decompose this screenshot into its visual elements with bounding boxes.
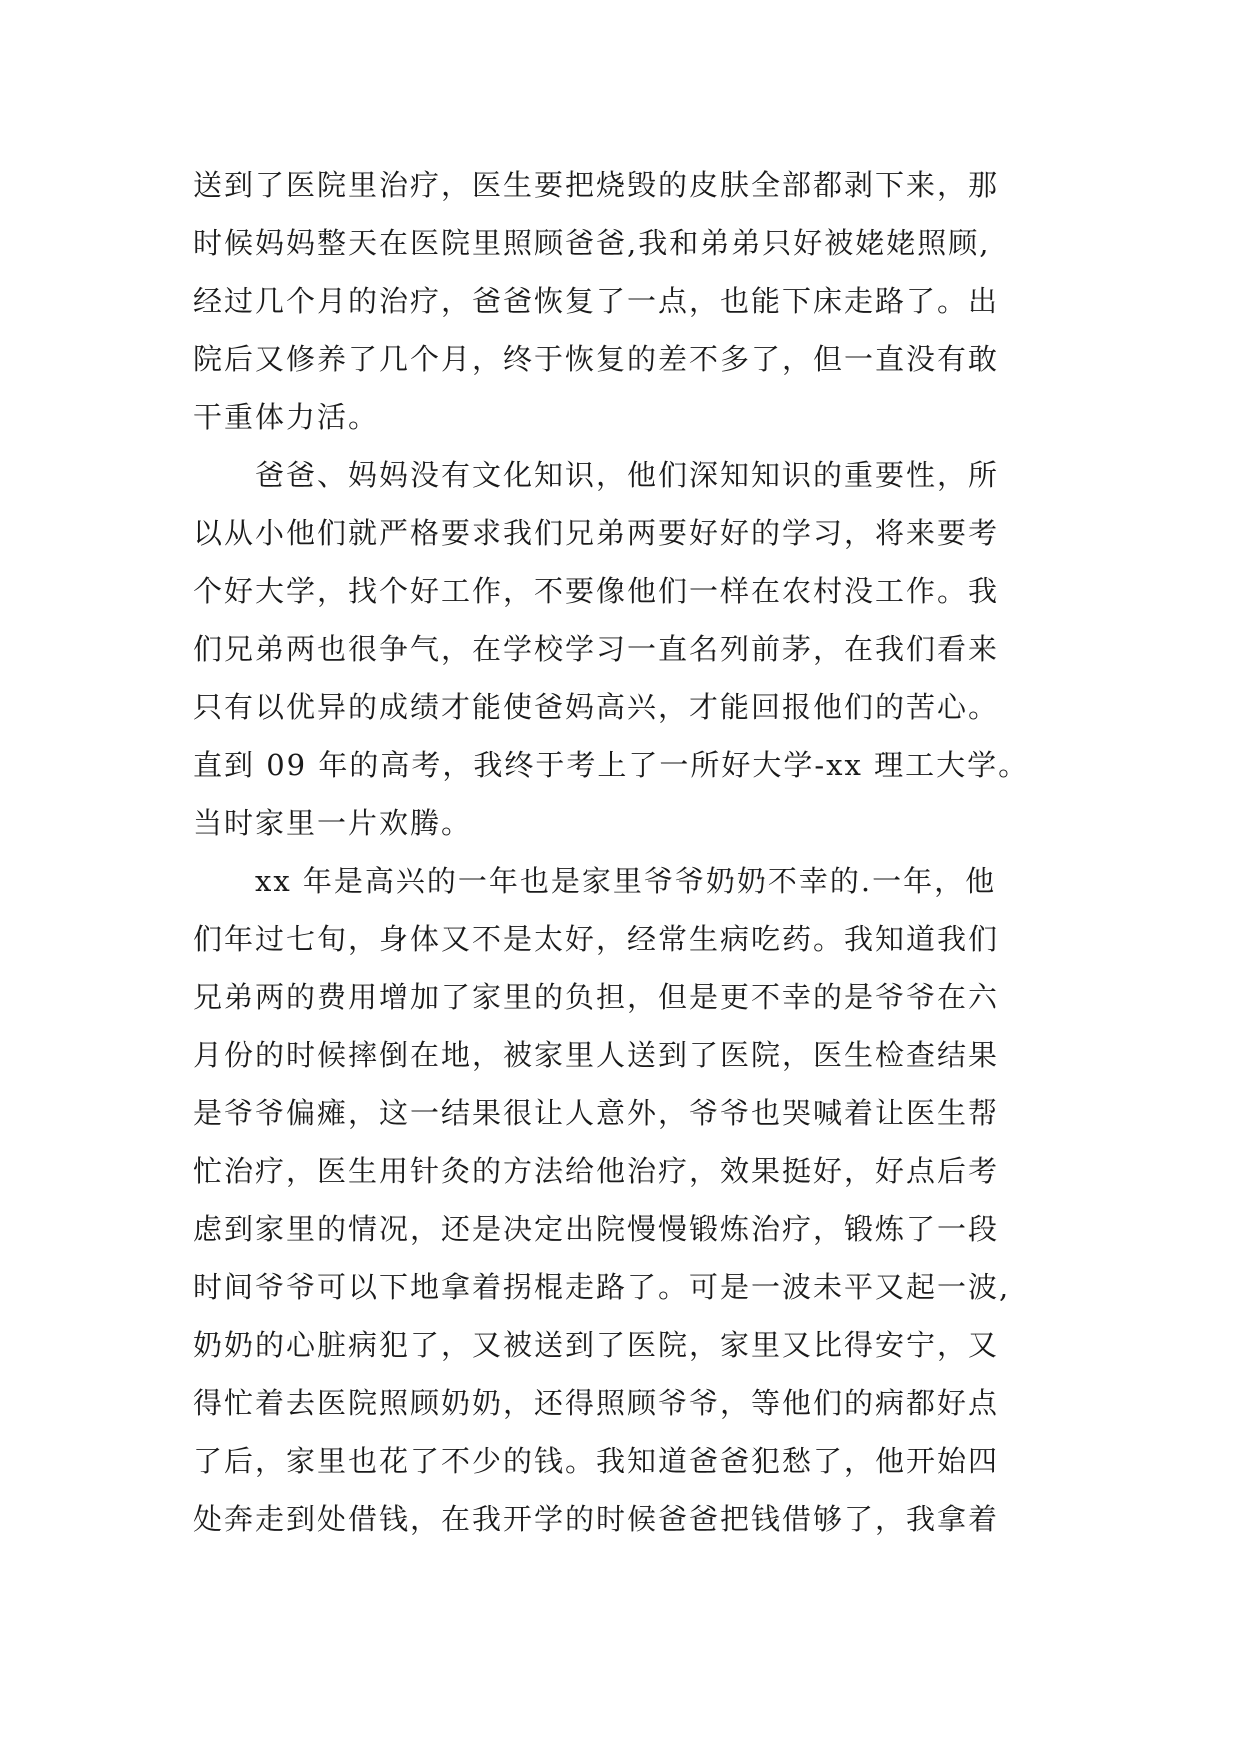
text-line: 当时家里一片欢腾。	[193, 806, 473, 840]
text-line: 得忙着去医院照顾奶奶，还得照顾爷爷，等他们的病都好点	[193, 1386, 1000, 1420]
text-line: 月份的时候摔倒在地，被家里人送到了医院，医生检查结果	[193, 1038, 1000, 1072]
text-line: 兄弟两的费用增加了家里的负担，但是更不幸的是爷爷在六	[193, 980, 1000, 1014]
text-line: 干重体力活。	[193, 400, 380, 434]
text-line: 个好大学，找个好工作，不要像他们一样在农村没工作。我	[193, 574, 1000, 608]
text-line: 处奔走到处借钱，在我开学的时候爸爸把钱借够了，我拿着	[193, 1502, 1000, 1536]
text-line: 虑到家里的情况，还是决定出院慢慢锻炼治疗，锻炼了一段	[193, 1212, 1000, 1246]
text-line: 送到了医院里治疗，医生要把烧毁的皮肤全部都剥下来，那	[193, 168, 1000, 202]
text-line: 了后，家里也花了不少的钱。我知道爸爸犯愁了，他开始四	[193, 1444, 1000, 1478]
text-line: 忙治疗，医生用针灸的方法给他治疗，效果挺好，好点后考	[193, 1154, 1000, 1188]
text-line: xx 年是高兴的一年也是家里爷爷奶奶不幸的.一年，他	[255, 864, 997, 898]
text-line: 奶奶的心脏病犯了，又被送到了医院，家里又比得安宁，又	[193, 1328, 1000, 1362]
text-line: 爸爸、妈妈没有文化知识，他们深知知识的重要性，所	[255, 458, 1000, 492]
text-line: 院后又修养了几个月，终于恢复的差不多了，但一直没有敢	[193, 342, 1000, 376]
text-line: 时间爷爷可以下地拿着拐棍走路了。可是一波未平又起一波,	[193, 1270, 1011, 1304]
text-line: 们年过七旬，身体又不是太好，经常生病吃药。我知道我们	[193, 922, 1000, 956]
text-line: 们兄弟两也很争气，在学校学习一直名列前茅，在我们看来	[193, 632, 1000, 666]
text-line: 直到 09 年的高考，我终于考上了一所好大学-xx 理工大学。	[193, 748, 1030, 782]
text-line: 只有以优异的成绩才能使爸妈高兴，才能回报他们的苦心。	[193, 690, 1000, 724]
text-line: 以从小他们就严格要求我们兄弟两要好好的学习，将来要考	[193, 516, 1000, 550]
text-line: 时候妈妈整天在医院里照顾爸爸,我和弟弟只好被姥姥照顾,	[193, 226, 991, 260]
text-line: 经过几个月的治疗，爸爸恢复了一点，也能下床走路了。出	[193, 284, 1000, 318]
text-line: 是爷爷偏瘫，这一结果很让人意外，爷爷也哭喊着让医生帮	[193, 1096, 1000, 1130]
